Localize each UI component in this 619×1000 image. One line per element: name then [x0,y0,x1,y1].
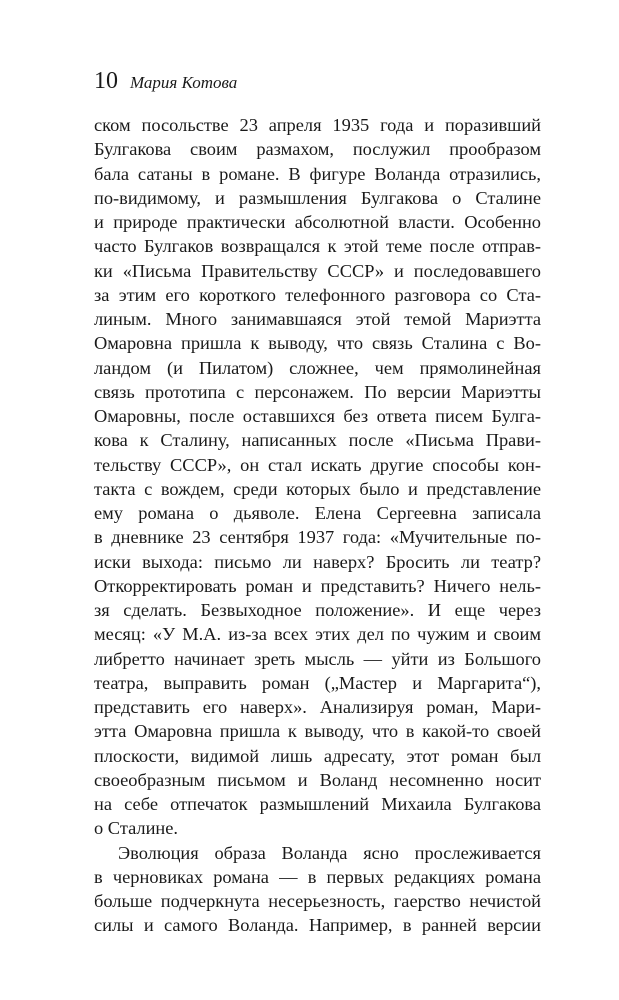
text-line: ландом (и Пилатом) сложнее, чем прямолинейная [94,357,541,378]
text-line: своеобразным письмом и Воланд несомненно носит [94,769,541,790]
text-line: Булгакова своим размахом, послужил прообразом [94,139,541,160]
text-line: на себе отпечаток размышлений Михаила Булгакова [94,794,541,814]
text-line: тельству СССР», он стал искать другие способы кон- [94,454,541,475]
text-line: за этим его короткого телефонного разговора со Ста- [94,284,541,305]
text-line: ки «Письма Правительству СССР» и последовавшего [94,260,541,281]
text-line: в дневнике 23 сентября 1937 года: «Мучительные по- [94,527,541,548]
text-line: этта Омаровна пришла к выводу, что в какой-то своей [94,721,541,742]
text-line: ему романа о дьяволе. Елена Сергеевна записала [94,503,541,523]
page-number: 10 [94,68,118,94]
text-line: зя сделать. Безвыходное положение». И еще через [94,600,541,620]
text-line: представить его наверх». Анализируя роман, Мари- [94,697,541,717]
text-line: Омаровна пришла к выводу, что связь Сталина с Во- [94,333,541,354]
text-line: либретто начинает зреть мысль — уйти из Большого [94,648,541,669]
text-line: бала сатаны в романе. В фигуре Воланда отразились, [94,163,541,184]
text-line: часто Булгаков возвращался к этой теме после отправ- [94,236,541,257]
text-line: и природе практически абсолютной власти. Особенно [94,212,541,232]
text-line: месяц: «У М.А. из-за всех этих дел по чужим и своим [94,624,541,645]
text-line: Откорректировать роман и представить? Ничего нель- [94,575,541,596]
text-line: больше подчеркнута несерьезность, гаерство нечистой [94,891,541,911]
running-title: Мария Котова [130,73,238,92]
text-line: силы и самого Воланда. Например, в ранней версии [94,915,541,936]
text-line: Эволюция образа Воланда ясно прослеживается [118,842,541,863]
text-line: ском посольстве 23 апреля 1935 года и поразивший [94,115,541,135]
page-header [94,68,237,95]
text-line: линым. Много занимавшаяся этой темой Мариэтта [94,309,541,329]
text-line: иски выхода: письмо ли наверх? Бросить ли театр? [94,551,541,572]
text-line: в черновиках романа — в первых редакциях романа [94,866,541,887]
text-line: кова к Сталину, написанных после «Письма Прави- [94,430,541,451]
text-line: театра, выправить роман („Мастер и Маргарита“), [94,672,541,693]
text-line: такта с вождем, среди которых было и представление [94,478,541,499]
text-line: по-видимому, и размышления Булгакова о Сталине [94,187,541,208]
text-line: о Сталине. [94,818,179,839]
body-text [94,113,541,938]
text-line: плоскости, видимой лишь адресату, этот роман был [94,745,541,766]
text-line: связь прототипа с персонажем. По версии Мариэтты [94,381,541,402]
text-line: Омаровны, после оставшихся без ответа писем Булга- [94,406,541,426]
